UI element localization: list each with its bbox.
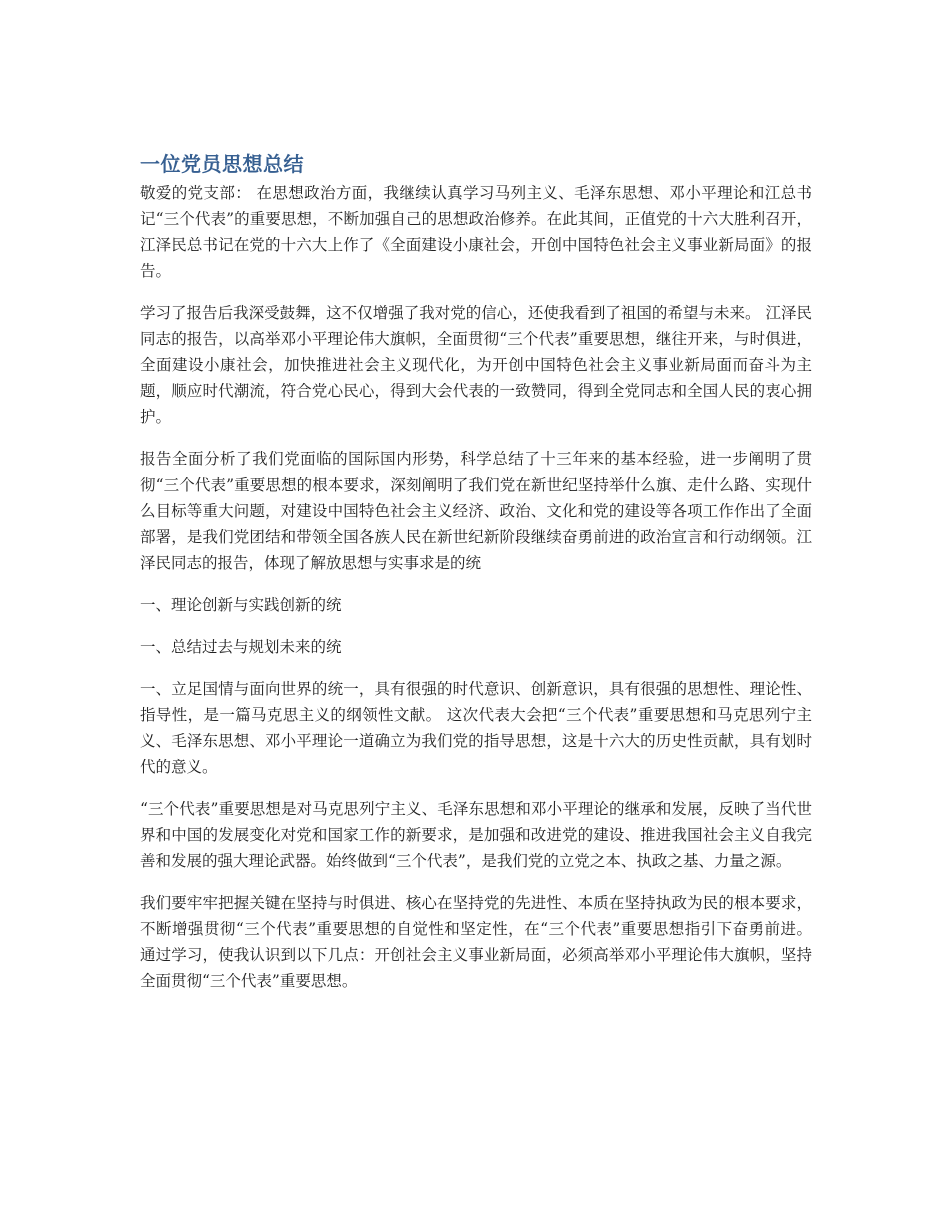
paragraph-three-represents: “三个代表”重要思想是对马克思列宁主义、毛泽东思想和邓小平理论的继承和发展，反映了当代世界和中国的发展变化对党和国家工作的新要求，是加强和改进党的建设、推进我国社会主义自我完善和发展的强大理论武器。始终做到“三个代表”，是我们党的立党之本、执政之基、力量之源。 <box>140 800 812 870</box>
paragraph-salutation: 敬爱的党支部： 在思想政治方面，我继续认真学习马列主义、毛泽东思想、邓小平理论和江总书记“三个代表”的重要思想，不断加强自己的思想政治修养。在此其间，正值党的十六大胜利召开，江泽民总书记在党的十六大上作了《全面建设小康社会，开创中国特色社会主义事业新局面》的报告。 <box>140 184 812 280</box>
document-title: 一位党员思想总结 <box>140 152 304 176</box>
paragraph-point-past-future: 一、总结过去与规划未来的统 <box>140 638 342 656</box>
document-page <box>140 148 812 1010</box>
paragraph-conclusion: 我们要牢牢把握关键在坚持与时俱进、核心在坚持党的先进性、本质在坚持执政为民的根本要求，不断增强贯彻“三个代表”重要思想的自觉性和坚定性，在“三个代表”重要思想指引下奋勇前进。 通过学习，使我认识到以下几点：开创社会主义事业新局面，必须高举邓小平理论伟大旗帜，坚持全面贯彻“三个代表”重要思想。 <box>140 894 812 990</box>
paragraph-point-national-world: 一、立足国情与面向世界的统一，具有很强的时代意识、创新意识，具有很强的思想性、理论性、指导性，是一篇马克思主义的纲领性文献。 这次代表大会把“三个代表”重要思想和马克思列宁主义、毛泽东思想、邓小平理论一道确立为我们党的指导思想，这是十六大的历史性贡献，具有划时代的意义。 <box>140 680 812 776</box>
paragraph-report-study: 学习了报告后我深受鼓舞，这不仅增强了我对党的信心，还使我看到了祖国的希望与未来。 江泽民同志的报告，以高举邓小平理论伟大旗帜，全面贯彻“三个代表”重要思想，继往开来，与时俱进，全面建设小康社会，加快推进社会主义现代化，为开创中国特色社会主义事业新局面而奋斗为主题，顺应时代潮流，符合党心民心，得到大会代表的一致赞同，得到全党同志和全国人民的衷心拥护。 <box>140 304 812 426</box>
paragraph-point-theory-practice: 一、理论创新与实践创新的统 <box>140 596 342 614</box>
paragraph-report-analysis: 报告全面分析了我们党面临的国际国内形势，科学总结了十三年来的基本经验，进一步阐明了贯彻“三个代表”重要思想的根本要求，深刻阐明了我们党在新世纪坚持举什么旗、走什么路、实现什么目标等重大问题，对建设中国特色社会主义经济、政治、文化和党的建设等各项工作作出了全面部署，是我们党团结和带领全国各族人民在新世纪新阶段继续奋勇前进的政治宣言和行动纲领。江泽民同志的报告，体现了解放思想与实事求是的统 <box>140 450 812 572</box>
